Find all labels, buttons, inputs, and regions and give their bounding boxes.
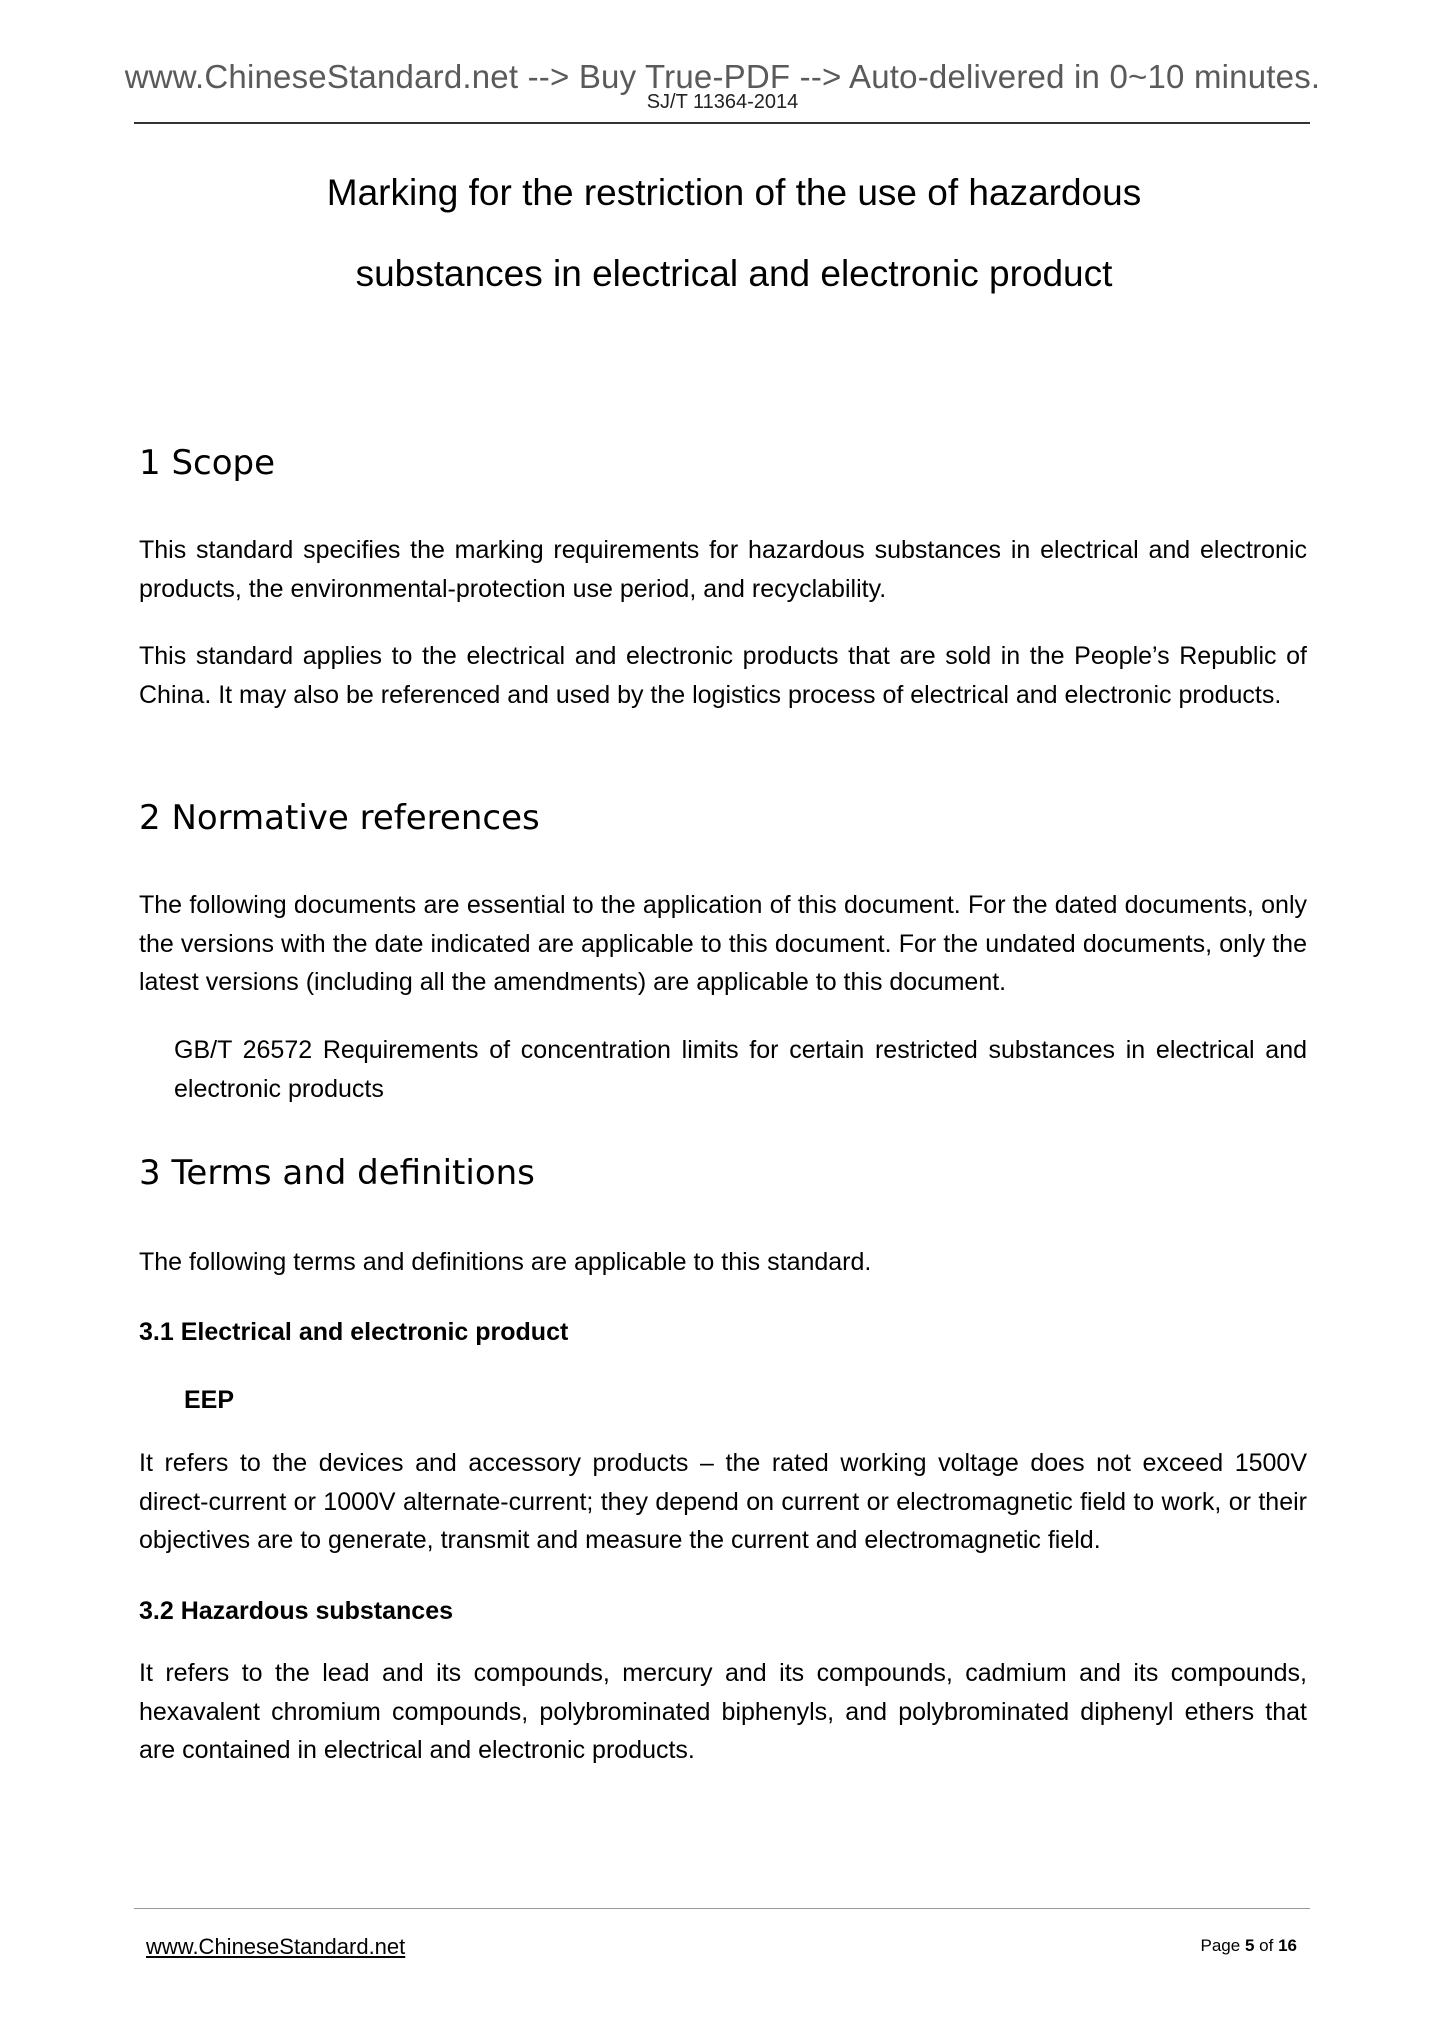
scope-paragraph-2: This standard applies to the electrical and electronic products that are sold in the People’s Republic of China. It may also be referenced and used by the logistics process of electrical and electronic products. (139, 642, 1307, 709)
section-heading-terms: 3 Terms and definitions (139, 1153, 535, 1193)
page-number (1201, 1936, 1297, 1956)
page-current: 5 (1244, 1936, 1255, 1955)
term-definition-hazardous: It refers to the lead and its compounds, mercury and its compounds, cadmium and its compounds, hexavalent chromium compounds, polybrominated biphenyls, and polybrominated diphenyl ethers that are contained in electrical and electronic products. (139, 1659, 1307, 1764)
terms-paragraph-1: The following terms and definitions are applicable to this standard. (139, 1248, 872, 1276)
page-total: 16 (1278, 1936, 1297, 1955)
header-divider (134, 122, 1310, 124)
term-definition-eep: It refers to the devices and accessory products – the rated working voltage does not exceed 1500V direct-current or 1000V alternate-current; they depend on current or electromagnetic field to work, or their objectives are to generate, transmit and measure the current and electromagnetic field. (139, 1449, 1307, 1554)
term-abbreviation-eep: EEP (184, 1386, 235, 1414)
normative-paragraph-1: The following documents are essential to the application of this document. For the dated documents, only the versions with the date indicated are applicable to this document. For the undated documents, only the latest versions (including all the amendments) are applicable to this document. (139, 891, 1307, 996)
scope-paragraph-1: This standard specifies the marking requirements for hazardous substances in electrical and electronic products, the environmental-protection use period, and recyclability. (139, 536, 1307, 603)
section-heading-normative: 2 Normative references (139, 798, 540, 838)
term-heading-eep: 3.1 Electrical and electronic product (139, 1318, 569, 1346)
section-heading-scope: 1 Scope (139, 443, 276, 483)
footer-link[interactable]: www.ChineseStandard.net (146, 1934, 406, 1959)
page-label: Page (1200, 1936, 1241, 1955)
doc-title-line1: Marking for the restriction of the use of hazardous (326, 172, 1142, 213)
footer-divider (134, 1908, 1310, 1909)
banner-text[interactable]: www.ChineseStandard.net --> Buy True-PDF --> Auto-delivered in 0~10 minutes. (124, 58, 1321, 95)
normative-reference-item: GB/T 26572 Requirements of concentration limits for certain restricted substances in electrical and electronic products (174, 1036, 1307, 1103)
doc-title-line2: substances in electrical and electronic product (355, 253, 1113, 294)
page-of: of (1259, 1936, 1274, 1955)
standard-code: SJ/T 11364-2014 (646, 91, 799, 113)
term-heading-hazardous: 3.2 Hazardous substances (139, 1597, 454, 1625)
